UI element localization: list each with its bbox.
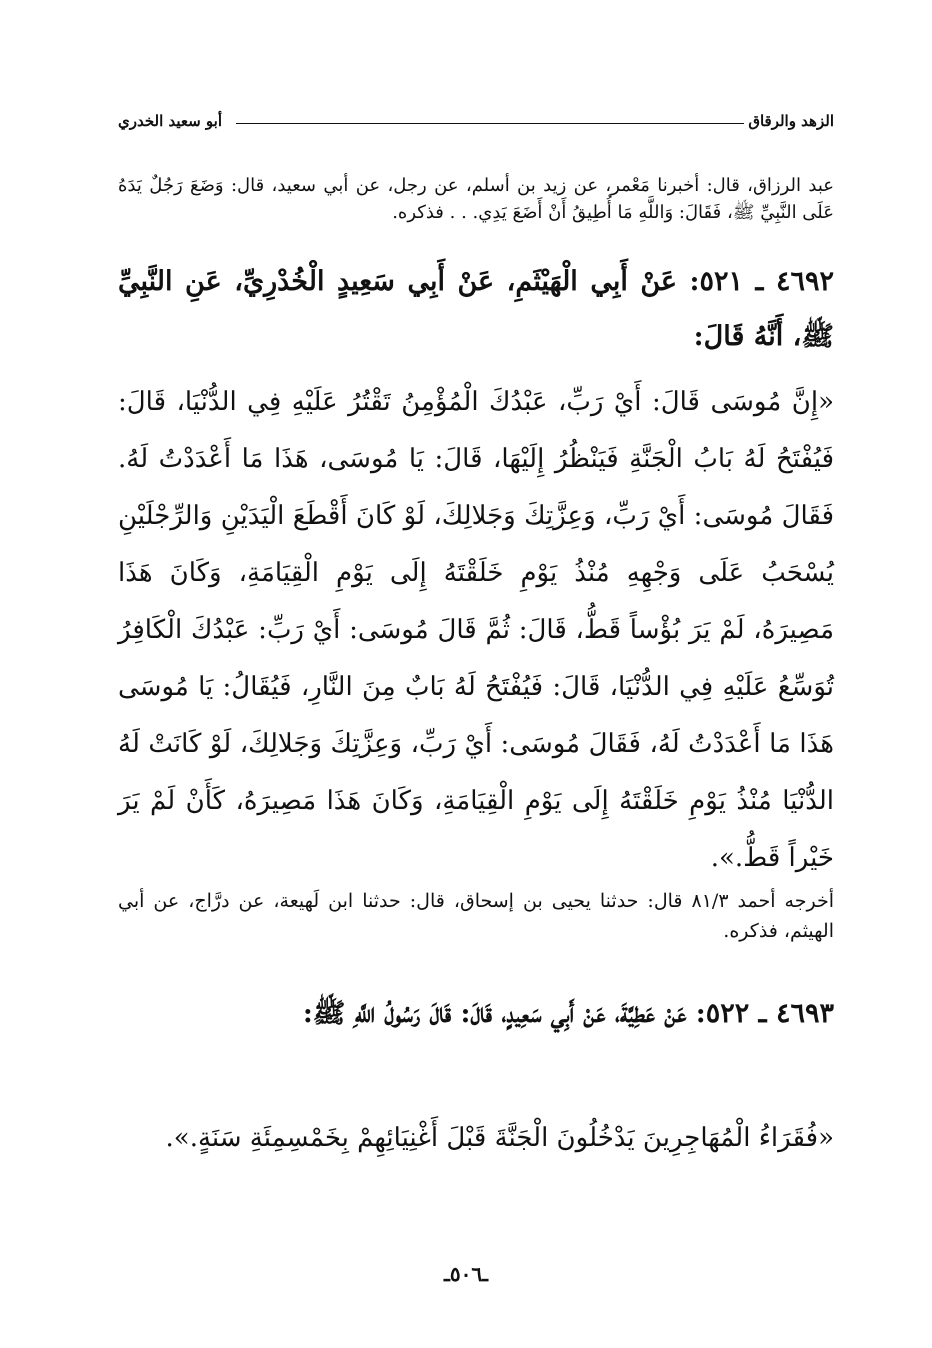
hadith-1-text: «إِنَّ مُوسَى قَالَ: أَيْ رَبِّ، عَبْدُكَ الْمُؤْمِنُ تَقْتُرُ عَلَيْهِ فِي الدُّنْيَا، قَالَ: فَيُفْتَحُ لَهُ بَابُ الْجَنَّةِ فَيَنْظُرُ إِلَيْهَا، قَالَ: يَا مُوسَى، هَذَا مَا أَعْدَدْتُ لَهُ. فَقَالَ مُوسَى: أَيْ رَبِّ، وَعِزَّتِكَ وَجَلالِكَ، لَوْ كَانَ أَقْطَعَ الْيَدَيْنِ وَالرِّجْلَيْنِ يُسْحَبُ عَلَى وَجْهِهِ مُنْذُ يَوْمِ خَلَقْتَهُ إِلَى يَوْمِ الْقِيَامَةِ، وَكَانَ هَذَا مَصِيرَهُ، لَمْ يَرَ بُؤْساً قَطُّ، قَالَ: ثُمَّ قَالَ مُوسَى: أَيْ رَبِّ: عَبْدُكَ الْكَافِرُ تُوَسِّعُ عَلَيْهِ فِي الدُّنْيَا، قَالَ: فَيُفْتَحُ لَهُ بَابٌ مِنَ النَّارِ، فَيُقَالُ: يَا مُوسَى هَذَا مَا أَعْدَدْتُ لَهُ، فَقَالَ مُوسَى: أَيْ رَبِّ، وَعِزَّتِكَ وَجَلالِكَ، لَوْ كَانَتْ لَهُ الدُّنْيَا مُنْذُ يَوْمِ خَلَقْتَهُ إِلَى يَوْمِ الْقِيَامَةِ، وَكَانَ هَذَا مَصِيرَهُ، كَأَنْ لَمْ يَرَ خَيْراً قَطُّ.». bbox=[118, 387, 834, 873]
chapter-title: أبو سعيد الخدري bbox=[118, 112, 223, 130]
hadith-1-takhrij: أخرجه أحمد ٨١/٣ قال: حدثنا يحيى بن إسحاق، قال: حدثنا ابن لَهيعة، عن درَّاج، عن أبي الهيثم، فذكره. bbox=[118, 890, 834, 942]
hadith-2-text: «فُقَرَاءُ الْمُهَاجِرِينَ يَدْخُلُونَ الْجَنَّةَ قَبْلَ أَغْنِيَائِهِمْ بِخَمْسِمِئَةِ سَنَةٍ.». bbox=[165, 1123, 834, 1153]
header-rule bbox=[236, 123, 744, 124]
hadith-2-heading: ٤٦٩٣ ـ ٥٢٢: عَنْ عَطِيَّةَ، عَنْ أَبِي سَعِيدٍ، قَالَ: قَالَ رَسُولُ اللَّهِ ﷺ: bbox=[302, 998, 834, 1029]
running-header bbox=[118, 112, 834, 138]
book-title: الزهد والرقاق bbox=[748, 112, 834, 130]
hadith-1-heading: ٤٦٩٢ ـ ٥٢١: عَنْ أَبِي الْهَيْثَمِ، عَنْ أَبِي سَعِيدٍ الْخُدْرِيِّ، عَنِ النَّبِيِّ ﷺ، أَنَّهُ قَالَ: bbox=[118, 266, 834, 352]
footnote-top: عبد الرزاق، قال: أخبرنا مَعْمر، عن زيد بن أسلم، عن رجل، عن أبي سعيد، قال: وَضَعَ رَجُلٌ يَدَهُ عَلَى النَّبِيِّ ﷺ، فَقَالَ: وَاللَّهِ مَا أُطِيقُ أَنْ أَضَعَ يَدِي. . . فذكره. bbox=[118, 175, 834, 223]
page-number: ـ٥٠٦ـ bbox=[444, 1262, 488, 1286]
